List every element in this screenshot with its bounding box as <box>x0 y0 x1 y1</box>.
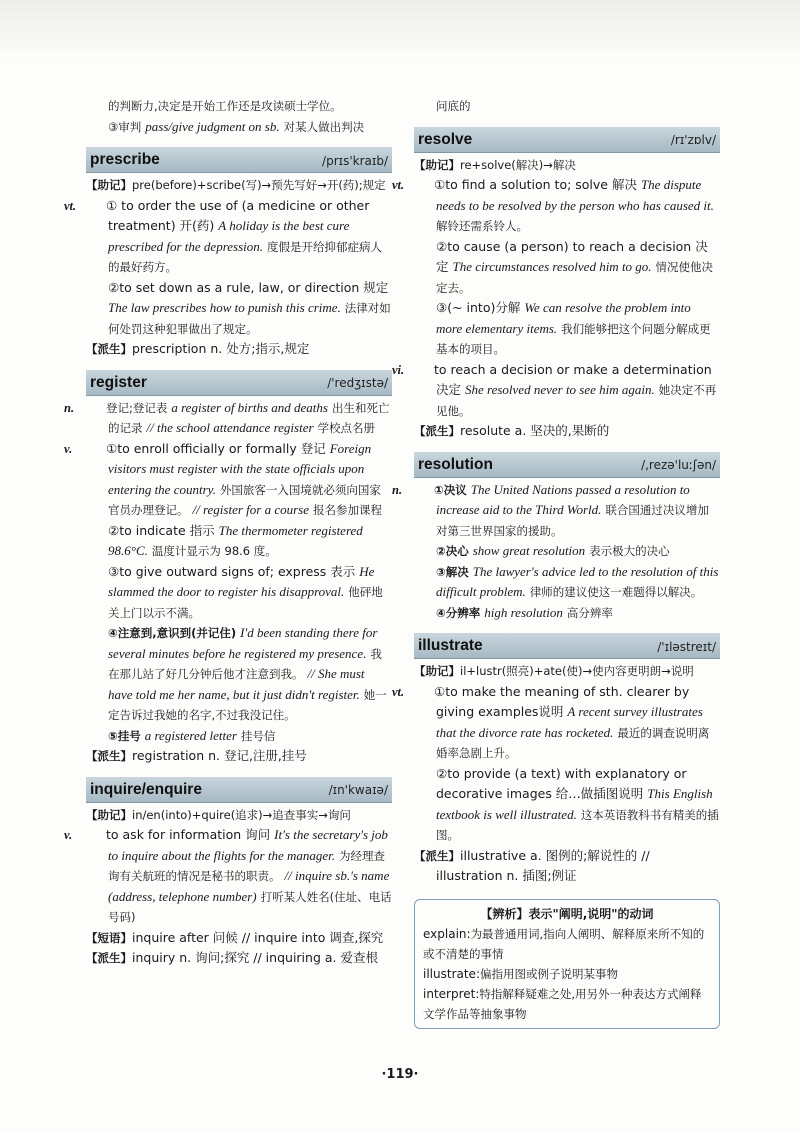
entry-header-inquire <box>86 777 392 803</box>
entry-header-resolution <box>414 452 720 478</box>
phonetic: /,rezə'luːʃən/ <box>641 458 716 472</box>
entry-header-illustrate <box>414 633 720 659</box>
sense-1: v. ①to enroll officially or formally 登记 Foreign visitors must register with the state officials upon entering the country. 外国旅客一入国境就必须向国家官员办理登记。 // register for a course 报名参加课程 <box>64 440 382 517</box>
mnemonic: 【助记】re+solve(解决)→解决 <box>414 157 576 172</box>
phonetic: /prɪs'kraɪb/ <box>322 153 388 168</box>
usage-note-title: 【辨析】表示"阐明,说明"的动词 <box>480 906 654 921</box>
derivative: 【派生】registration n. 登记,注册,挂号 <box>86 748 307 763</box>
mnemonic: 【助记】il+lustr(照亮)+ate(使)→使内容更明朗→说明 <box>414 664 694 678</box>
right-column <box>392 96 720 1029</box>
headword: register <box>90 373 147 391</box>
phonetic: /ɪn'kwaɪə/ <box>328 783 388 797</box>
page-number: ·119· <box>381 1067 419 1082</box>
entry-header-register <box>86 370 392 396</box>
usage-note-explain: explain:为最普通用词,指向人阐明、解释原来所不知的或不清楚的事情 <box>423 927 705 961</box>
headword: resolution <box>418 455 493 473</box>
usage-note-interpret: interpret:特指解释疑难之处,用另外一种表达方式阐释文学作品等抽象事物 <box>423 987 702 1021</box>
left-column <box>64 96 392 969</box>
headword: inquire/enquire <box>90 780 202 798</box>
phrases: 【短语】inquire after 问候 // inquire into 调查,探究 <box>86 929 384 945</box>
top-shadow-band <box>0 0 800 60</box>
sense-3: ③解决 The lawyer's advice led to the resolution of this difficult problem. 律师的建议使这一难题得以解决。 <box>436 563 719 599</box>
sense-2: ②to cause (a person) to reach a decision 决定 The circumstances resolved him to go. 情况使他决定去。 <box>436 238 714 295</box>
headword: prescribe <box>90 151 160 168</box>
phonetic: /'redʒɪstə/ <box>327 376 388 390</box>
vi-sense: vi. to reach a decision or make a determination 决定 She resolved never to see him again. 她决定不再见他。 <box>392 361 717 418</box>
derivative: 【派生】illustrative a. 图例的;解说性的 // illustration n. 插图;例证 <box>414 847 650 883</box>
entry-header-prescribe <box>86 147 392 173</box>
sense-2: ②to provide (a text) with explanatory or decorative images 给…做插图说明 This English textbook is well illustrated. 这本英语教科书有精美的插图。 <box>436 765 719 842</box>
derivative: 【派生】resolute a. 坚决的,果断的 <box>414 423 610 438</box>
sense-4: ④注意到,意识到(并记住) I'd been standing there for several minutes before he registered my presence. 我在那儿站了好几分钟后他才注意到我。 // She must have told me her name, but it just didn't register. 她一定告诉过我她的名字,不过我没记住。 <box>108 625 387 722</box>
entry-header-resolve <box>414 127 720 153</box>
sense-1: vt. ① to order the use of (a medicine or other treatment) 开(药) A holiday is the best cure prescribed for the depression. 度假是开给抑郁症病人的最好药方。 <box>64 197 383 274</box>
headword: illustrate <box>418 637 483 654</box>
sense-3: ③to give outward signs of; express 表示 He slammed the door to register his disapproval. 他砰地关上门以示不满。 <box>108 563 383 620</box>
sense-2: ②to indicate 指示 The thermometer registered 98.6°C. 温度计显示为 98.6 度。 <box>108 522 363 558</box>
derivative: 【派生】inquiry n. 询问;探究 // inquiring a. 爱查根 <box>86 950 378 965</box>
mnemonic: 【助记】pre(before)+scribe(写)→预先写好→开(药);规定 <box>86 178 386 192</box>
sense-1: n. ①决议 The United Nations passed a resolution to increase aid to the Third World. 联合国通过决议增加对第三世界国家的援助。 <box>392 481 709 538</box>
derivative: 【派生】prescription n. 处方;指示,规定 <box>86 341 310 356</box>
sense-5: ⑤挂号 a registered letter 挂号信 <box>108 727 276 743</box>
phonetic: /'ɪləstreɪt/ <box>657 639 716 654</box>
sense-1: vt. ①to find a solution to; solve 解决 The dispute needs to be resolved by the person who has caused it. 解铃还需系铃人。 <box>392 177 714 233</box>
mnemonic: 【助记】in/en(into)+quire(追求)→追查事实→询问 <box>86 807 351 822</box>
phonetic: /rɪ'zɒlv/ <box>670 133 716 147</box>
usage-note-box <box>414 899 720 1030</box>
noun-sense: n. 登记;登记表 a register of births and deaths 出生和死亡的记录 // the school attendance register 学校点名册 <box>64 399 390 435</box>
sense-2: ②to set down as a rule, law, or direction 规定 The law prescribes how to punish this crime. 法律对如何处罚这种犯罪做出了规定。 <box>108 279 391 336</box>
carry-over-text: 问底的 <box>436 99 471 113</box>
sense-3: ③(~ into)分解 We can resolve the problem into more elementary items. 我们能够把这个问题分解成更基本的项目。 <box>436 300 711 356</box>
carry-over-sense: ③审判 pass/give judgment on sb. 对某人做出判决 <box>108 118 365 134</box>
usage-note-illustrate: illustrate:偏指用图或例子说明某事物 <box>423 967 618 981</box>
sense-2: ②决心 show great resolution 表示极大的决心 <box>436 543 670 558</box>
sense-4: ④分辨率 high resolution 高分辨率 <box>436 604 613 620</box>
carry-over-text: 的判断力,决定是开始工作还是攻读硕士学位。 <box>108 99 342 113</box>
headword: resolve <box>418 130 473 148</box>
sense-1: vt. ①to make the meaning of sth. clearer by giving examples说明 A recent survey illustrates that the divorce rate has rocketed. 最近的调查说明离婚率急剧上升。 <box>392 683 710 760</box>
sense-1: v. to ask for information 询问 It's the secretary's job to inquire about the flights for the manager. 为经理查询有关航班的情况是秘书的职责。 // inquire sb.'s name (address, telephone number) 打听某人姓名(住址、电话号码) <box>64 827 392 924</box>
